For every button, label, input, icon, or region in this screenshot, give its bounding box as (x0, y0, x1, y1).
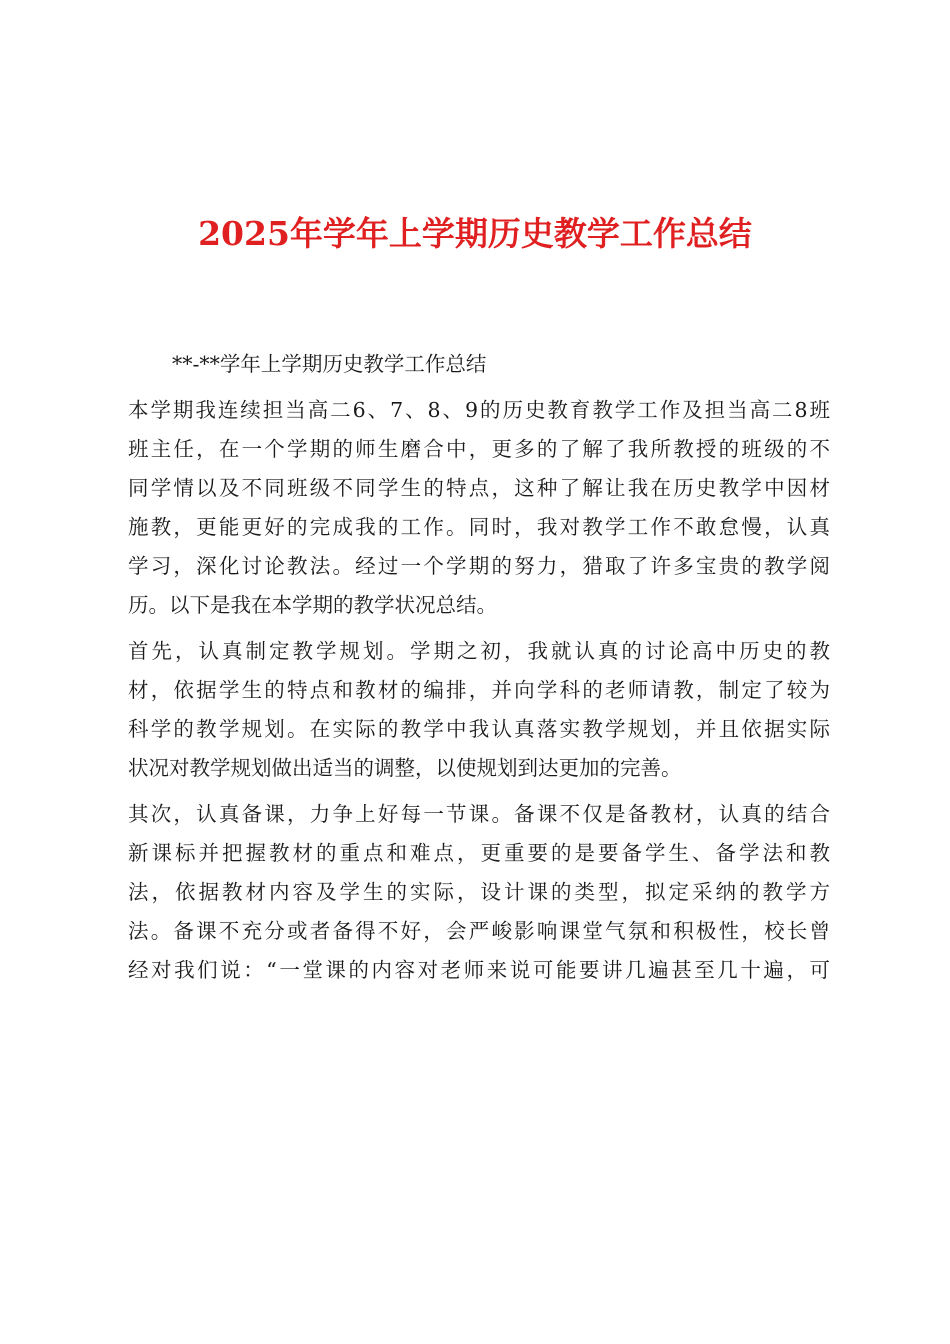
paragraph-line: 新课标并把握教材的重点和难点，更重要的是要备学生、备学法和教 (128, 841, 830, 865)
paragraph-line: 同学情以及不同班级不同学生的特点，这种了解让我在历史教学中因材 (128, 476, 830, 500)
paragraph-line: 状况对教学规划做出适当的调整，以使规划到达更加的完善。 (128, 756, 682, 780)
paragraph-line: 首先，认真制定教学规划。学期之初，我就认真的讨论高中历史的教 (128, 639, 830, 663)
paragraph-line: 本学期我连续担当高二6、7、8、9的历史教育教学工作及担当高二8班 (128, 398, 830, 422)
document-title: 2025年学年上学期历史教学工作总结 (198, 214, 752, 253)
paragraph-planning (128, 632, 830, 788)
paragraph-intro (128, 391, 830, 625)
paragraph-line: 班主任，在一个学期的师生磨合中，更多的了解了我所教授的班级的不 (128, 437, 830, 461)
paragraph-line: 科学的教学规划。在实际的教学中我认真落实教学规划，并且依据实际 (128, 717, 830, 741)
paragraph-line: 历。以下是我在本学期的教学状况总结。 (128, 593, 497, 617)
paragraph-line: 学习，深化讨论教法。经过一个学期的努力，猎取了许多宝贵的教学阅 (128, 554, 830, 578)
paragraph-line: 施教，更能更好的完成我的工作。同时，我对教学工作不敢怠慢，认真 (128, 515, 830, 539)
paragraph-line: 其次，认真备课，力争上好每一节课。备课不仅是备教材，认真的结合 (128, 802, 830, 826)
paragraph-line: 材，依据学生的特点和教材的编排，并向学科的老师请教，制定了较为 (128, 678, 830, 702)
paragraph-preparation (128, 795, 830, 990)
paragraph-line: 法，依据教材内容及学生的实际，设计课的类型，拟定采纳的教学方 (128, 880, 830, 904)
document-body (128, 345, 830, 997)
paragraph-line: 法。备课不充分或者备得不好，会严峻影响课堂气氛和积极性，校长曾 (128, 919, 830, 943)
document-subtitle: **-**学年上学期历史教学工作总结 (172, 352, 487, 376)
paragraph-line: 经对我们说：“一堂课的内容对老师来说可能要讲几遍甚至几十遍，可 (128, 958, 830, 982)
